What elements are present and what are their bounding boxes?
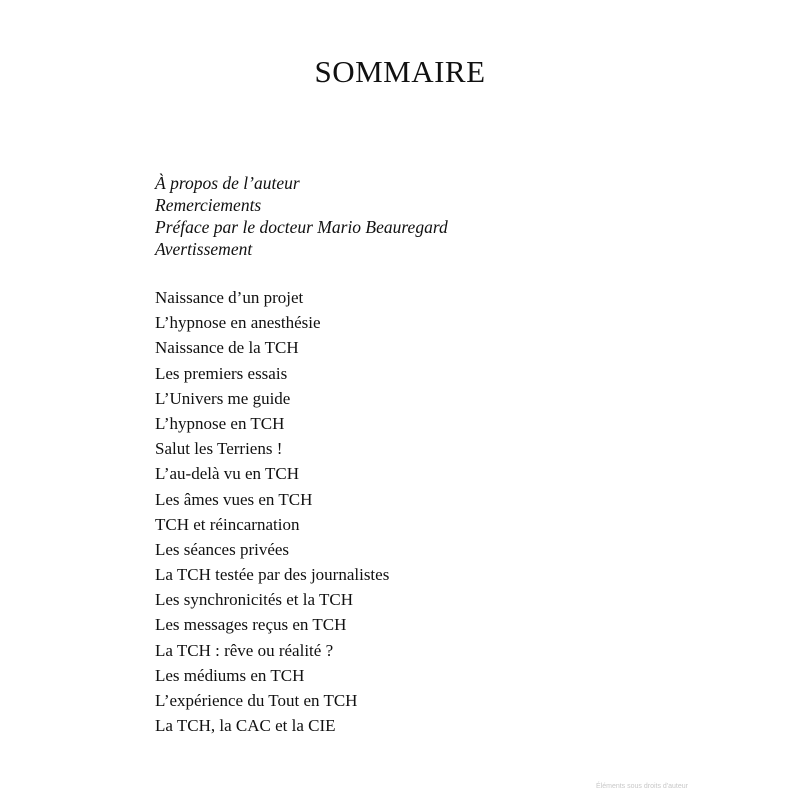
- front-matter-item: Remerciements: [155, 195, 262, 215]
- chapter-list: [155, 285, 389, 738]
- chapter-item: L’expérience du Tout en TCH: [155, 691, 358, 710]
- chapter-item: Les âmes vues en TCH: [155, 489, 313, 509]
- chapter-item: Les séances privées: [155, 539, 290, 559]
- chapter-item: TCH et réincarnation: [155, 514, 300, 534]
- chapter-item: Naissance de la TCH: [155, 338, 299, 358]
- chapter-item: L’Univers me guide: [155, 388, 291, 408]
- chapter-item: L’hypnose en TCH: [155, 413, 285, 433]
- chapter-item: La TCH : rêve ou réalité ?: [155, 640, 334, 660]
- front-matter-item: À propos de l’auteur: [155, 173, 300, 193]
- chapter-item: La TCH testée par des journalistes: [155, 565, 390, 585]
- chapter-item: Les premiers essais: [155, 363, 288, 383]
- chapter-item: L’au-delà vu en TCH: [155, 464, 299, 484]
- chapter-item: L’hypnose en anesthésie: [155, 313, 321, 333]
- copyright-watermark: Éléments sous droits d'auteur: [596, 783, 688, 790]
- chapter-item: Les messages reçus en TCH: [155, 615, 347, 635]
- page-title: SOMMAIRE: [314, 54, 486, 89]
- chapter-item: Les médiums en TCH: [155, 665, 305, 685]
- chapter-item: Naissance d’un projet: [155, 288, 304, 307]
- front-matter-item: Avertissement: [155, 239, 253, 259]
- chapter-item: Les synchronicités et la TCH: [155, 590, 353, 610]
- chapter-item: Salut les Terriens !: [155, 439, 283, 459]
- chapter-item: La TCH, la CAC et la CIE: [155, 716, 336, 736]
- front-matter-list: [155, 172, 448, 260]
- front-matter-item: Préface par le docteur Mario Beauregard: [155, 217, 448, 237]
